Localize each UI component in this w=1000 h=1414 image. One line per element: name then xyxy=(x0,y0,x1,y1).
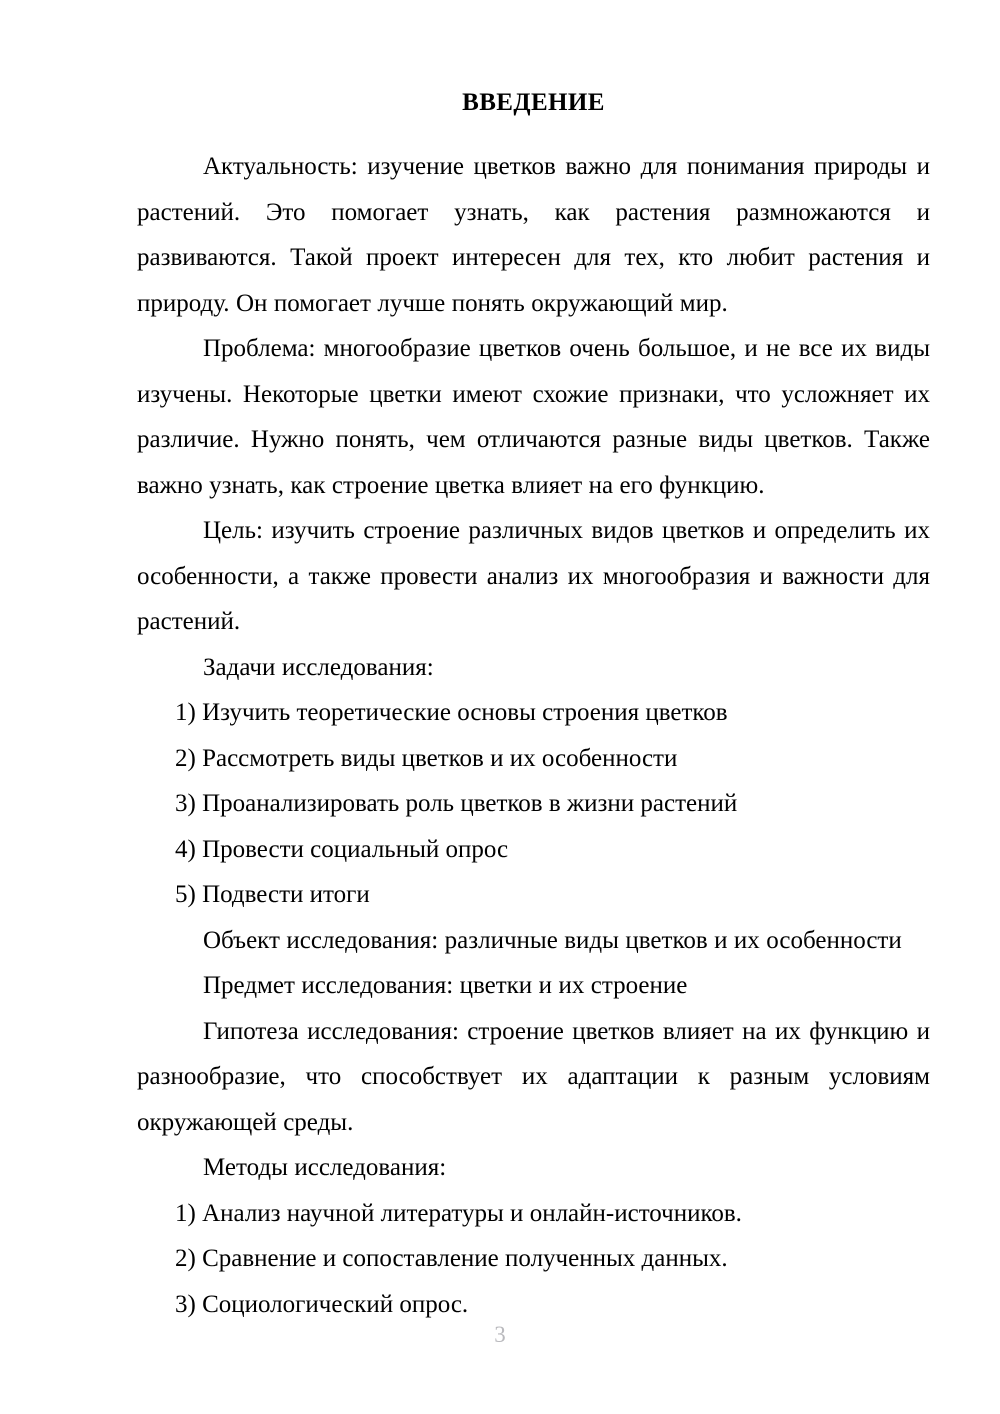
paragraph-research-subject: Предмет исследования: цветки и их строение xyxy=(203,972,688,999)
list-item: 2) Рассмотреть виды цветков и их особенности xyxy=(175,744,678,772)
research-methods-list xyxy=(137,1191,930,1328)
label-research-methods: Методы исследования: xyxy=(203,1154,447,1181)
page-number: 3 xyxy=(494,1322,506,1347)
list-item: 1) Анализ научной литературы и онлайн-источников. xyxy=(175,1199,742,1227)
list-item: 4) Провести социальный опрос xyxy=(175,835,509,863)
paragraph-research-object: Объект исследования: различные виды цветков и их особенности xyxy=(203,926,902,954)
list-item: 2) Сравнение и сопоставление полученных данных. xyxy=(175,1245,728,1272)
list-item: 1) Изучить теоретические основы строения цветков xyxy=(175,699,728,726)
paragraph-hypothesis: Гипотеза исследования: строение цветков влияет на их функцию и разнообразие, что способствует их адаптации к разным условиям окружающей среды. xyxy=(137,1017,930,1136)
list-item: 3) Социологический опрос. xyxy=(175,1290,469,1318)
paragraph-goal: Цель: изучить строение различных видов цветков и определить их особенности, а также провести анализ их многообразия и важности для растений. xyxy=(137,517,930,635)
list-item: 5) Подвести итоги xyxy=(175,881,370,908)
document-body xyxy=(137,88,930,1327)
paragraph-problem: Проблема: многообразие цветков очень большое, и не все их виды изучены. Некоторые цветки имеют схожие признаки, что усложняет их различие. Нужно понять, чем отличаются разные виды цветков. Также важно узнать, как строение цветка влияет на его функцию. xyxy=(137,335,930,499)
page-title: ВВЕДЕНИЕ xyxy=(462,89,605,116)
list-item: 3) Проанализировать роль цветков в жизни растений xyxy=(175,790,738,817)
paragraph-relevance: Актуальность: изучение цветков важно для понимания природы и растений. Это помогает узнать, как растения размножаются и развиваются. Такой проект интересен для тех, кто любит растения и природу. Он помогает лучше понять окружающий мир. xyxy=(137,153,930,317)
label-research-tasks: Задачи исследования: xyxy=(203,653,434,681)
research-tasks-list xyxy=(137,690,930,918)
